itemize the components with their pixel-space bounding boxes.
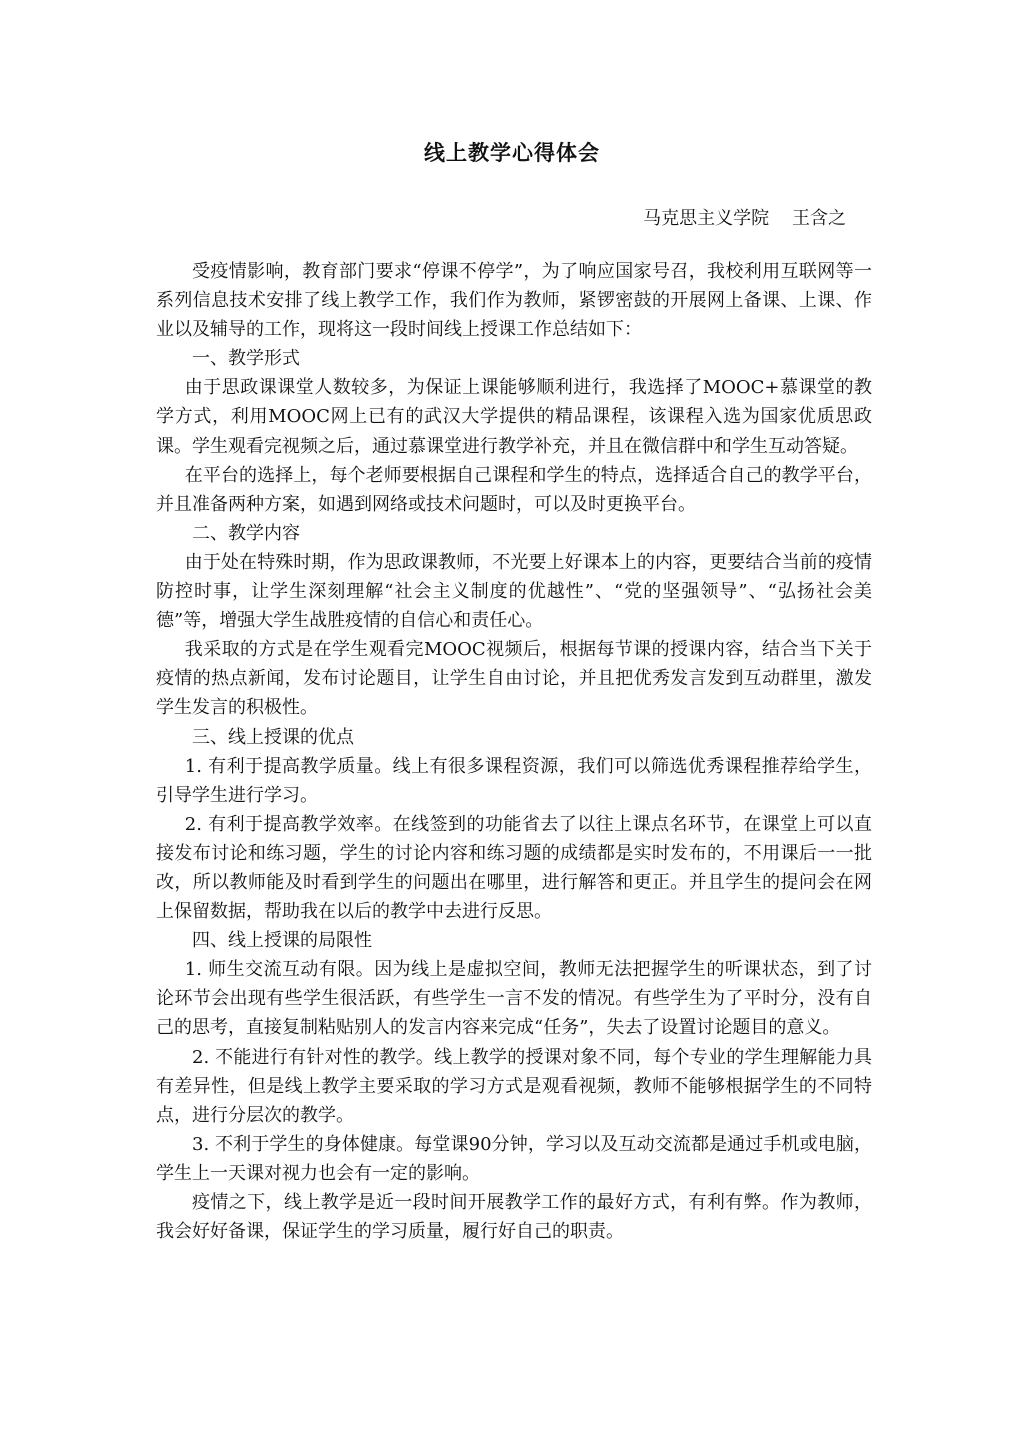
paragraph-teaching-method: 我采取的方式是在学生观看完MOOC视频后，根据每节课的授课内容，结合当下关于疫情的热点新闻，发布讨论题目，让学生自由讨论，并且把优秀发言发到互动群里，激发学生发言的积极性。 [156,639,872,719]
advantage-item-2: 2. 有利于提高教学效率。在线签到的功能省去了以往上课点名环节，在课堂上可以直接发布讨论和练习题，学生的讨论内容和练习题的成绩都是实时发布的，不用课后一一批改，所以教师能及时看到学生的问题出在哪里，进行解答和更正。并且学生的提问会在网上保留数据，帮助我在以后的教学中去进行反思。 [156,813,872,923]
limitation-item-1: 1. 师生交流互动有限。因为线上是虚拟空间，教师无法把握学生的听课状态，到了讨论环节会出现有些学生很活跃，有些学生一言不发的情况。有些学生为了平时分，没有自己的思考，直接复制粘贴别人的发言内容来完成“任务”，失去了设置讨论题目的意义。 [156,959,872,1039]
advantage-item-1: 1. 有利于提高教学质量。线上有很多课程资源，我们可以筛选优秀课程推荐给学生，引导学生进行学习。 [156,755,872,806]
section-heading-limitations: 四、线上授课的局限性 [192,930,372,952]
section-heading-teaching-format: 一、教学形式 [192,348,300,370]
limitation-item-2: 2. 不能进行有针对性的教学。线上教学的授课对象不同，每个专业的学生理解能力具有差异性，但是线上教学主要采取的学习方式是观看视频，教师不能够根据学生的不同特点，进行分层次的教学。 [156,1046,872,1126]
section-heading-advantages: 三、线上授课的优点 [192,726,354,748]
paragraph-teaching-content: 由于处在特殊时期，作为思政课教师，不光要上好课本上的内容，更要结合当前的疫情防控时事，让学生深刻理解“社会主义制度的优越性”、“党的坚强领导”、“弘扬社会美德”等，增强大学生战胜疫情的自信心和责任心。 [156,551,872,632]
paragraph-platform-choice: 在平台的选择上，每个老师要根据自己课程和学生的特点，选择适合自己的教学平台，并且准备两种方案，如遇到网络或技术问题时，可以及时更换平台。 [156,464,872,515]
document-body [156,257,872,1246]
intro-paragraph: 受疫情影响，教育部门要求“停课不停学”，为了响应国家号召，我校利用互联网等一系列信息技术安排了线上教学工作，我们作为教师，紧锣密鼓的开展网上备课、上课、作业以及辅导的工作，现将这一段时间线上授课工作总结如下： [156,261,872,341]
paragraph-teaching-format: 由于思政课课堂人数较多，为保证上课能够顺利进行，我选择了MOOC+慕课堂的教学方式，利用MOOC网上已有的武汉大学提供的精品课程，该课程入选为国家优质思政课。学生观看完视频之后，通过慕课堂进行教学补充，并且在微信群中和学生互动答疑。 [156,377,872,457]
document-title: 线上教学心得体会 [424,141,600,165]
conclusion-paragraph: 疫情之下，线上教学是近一段时间开展教学工作的最好方式，有利有弊。作为教师，我会好好备课，保证学生的学习质量，履行好自己的职责。 [156,1192,872,1243]
section-heading-teaching-content: 二、教学内容 [192,522,300,544]
author-byline: 马克思主义学院 王含之 [643,208,846,229]
limitation-item-3: 3. 不利于学生的身体健康。每堂课90分钟，学习以及互动交流都是通过手机或电脑，学生上一天课对视力也会有一定的影响。 [156,1133,872,1184]
